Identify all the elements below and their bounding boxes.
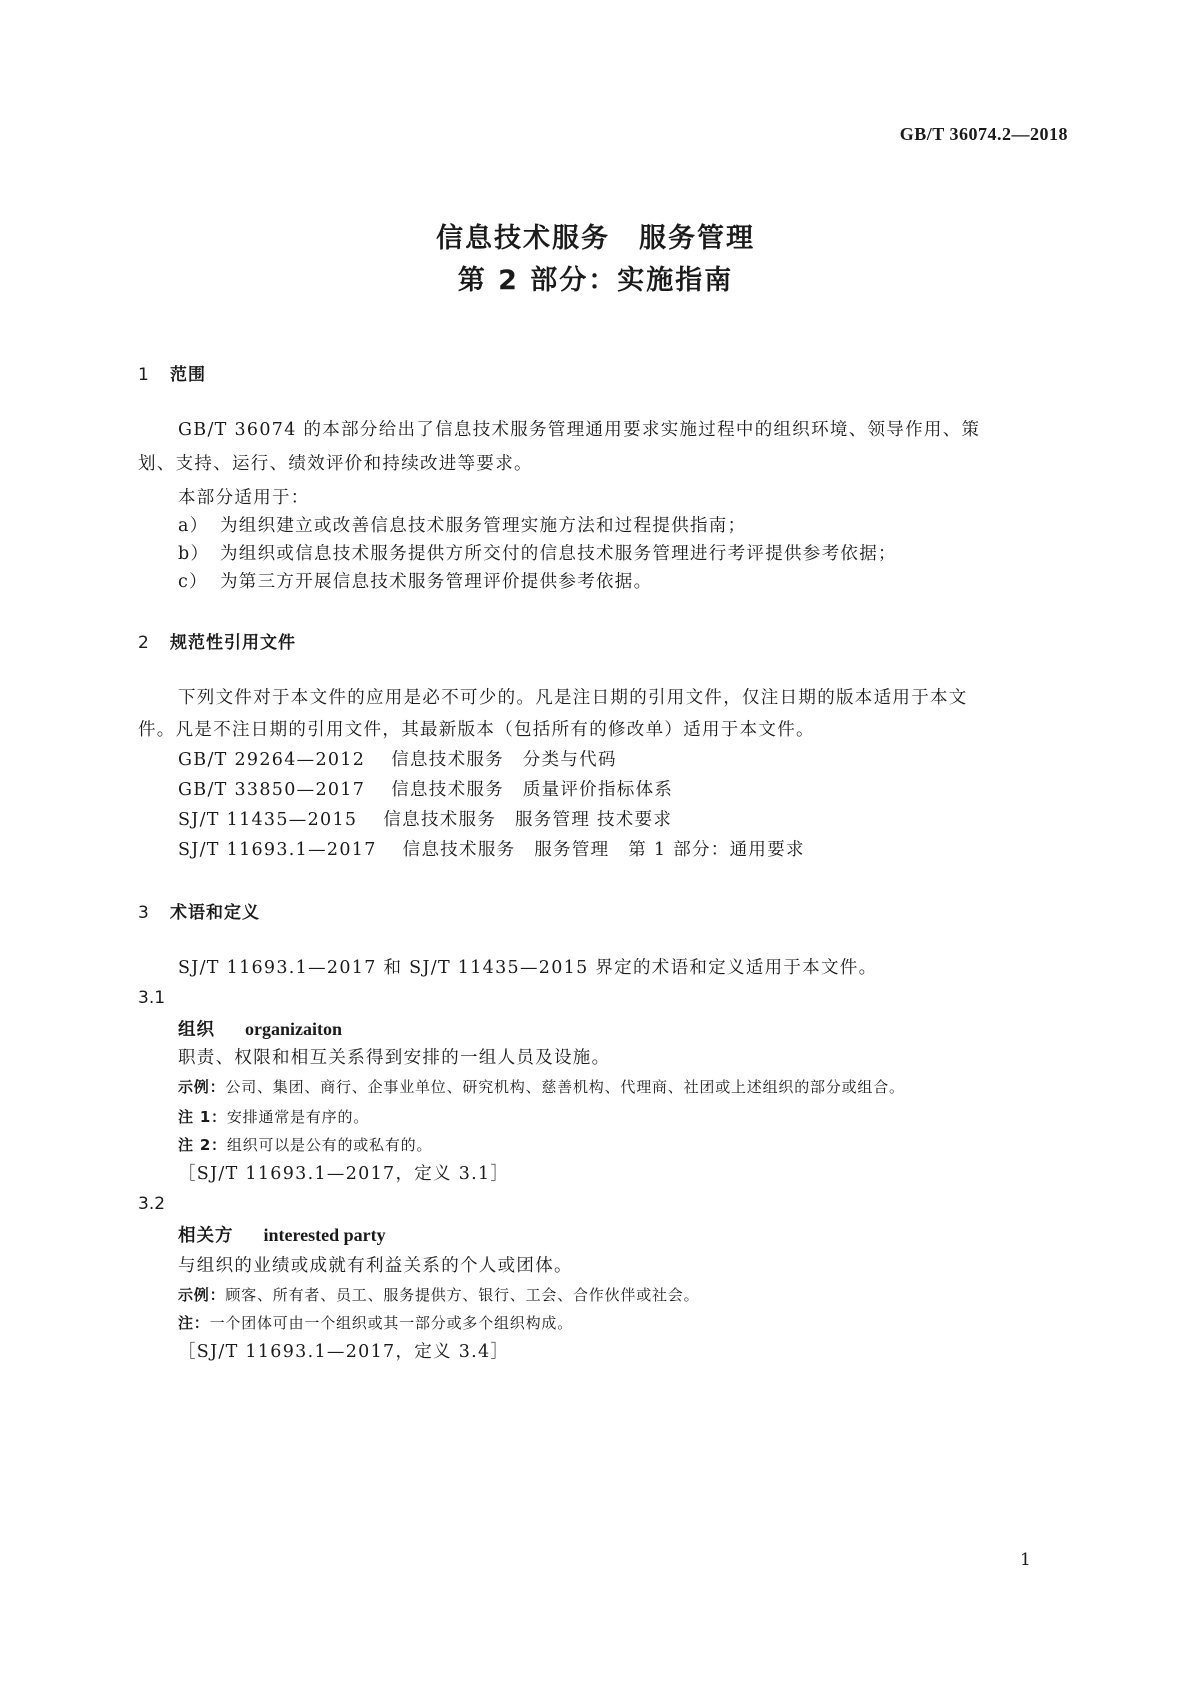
scope-paragraph-line2: 划、支持、运行、绩效评价和持续改进等要求。 [138, 454, 533, 474]
term-example [178, 1284, 699, 1305]
example-label: 示例： [178, 1286, 226, 1304]
list-text: 为组织建立或改善信息技术服务管理实施方法和过程提供指南； [220, 516, 747, 536]
standard-number: GB/T 36074.2—2018 [899, 124, 1068, 144]
list-letter: a） [178, 516, 209, 536]
list-text: 为第三方开展信息技术服务管理评价提供参考依据。 [220, 572, 653, 592]
example-text: 公司、集团、商行、企事业单位、研究机构、慈善机构、代理商、社团或上述组织的部分或组合。 [225, 1078, 905, 1096]
note-label: 注： [178, 1314, 210, 1332]
note-text: 安排通常是有序的。 [226, 1108, 370, 1126]
term-entry [178, 1222, 386, 1247]
reference-code: GB/T 33850—2017 [178, 780, 366, 800]
scope-paragraph-line1: GB/T 36074 的本部分给出了信息技术服务管理通用要求实施过程中的组织环境、领导作用、策 [178, 420, 981, 440]
term-note [178, 1134, 432, 1155]
references-paragraph-line2: 件。凡是不注日期的引用文件，其最新版本（包括所有的修改单）适用于本文件。 [138, 720, 815, 740]
clause-number: 3.2 [138, 1194, 166, 1214]
reference-item [178, 806, 672, 831]
term-note [178, 1312, 573, 1333]
reference-item [178, 776, 673, 801]
term-chinese: 相关方 [178, 1226, 234, 1246]
section-number: 1 [138, 365, 150, 385]
term-example [178, 1076, 905, 1097]
reference-title: 信息技术服务 分类与代码 [391, 750, 617, 770]
example-label: 示例： [178, 1078, 226, 1096]
term-source: ［SJ/T 11693.1—2017，定义 3.1］ [178, 1164, 510, 1184]
term-english: interested party [263, 1225, 386, 1245]
example-text: 顾客、所有者、员工、服务提供方、银行、工会、合作伙伴或社会。 [225, 1286, 700, 1304]
list-text: 为组织或信息技术服务提供方所交付的信息技术服务管理进行考评提供参考依据； [220, 544, 897, 564]
reference-title: 信息技术服务 服务管理 技术要求 [383, 810, 673, 830]
note-label: 注 1： [178, 1108, 227, 1126]
section-title: 规范性引用文件 [170, 633, 296, 653]
list-letter: b） [178, 544, 210, 564]
term-english: organizaiton [245, 1019, 342, 1039]
section-number: 3 [138, 903, 150, 923]
document-title-line2: 第 2 部分：实施指南 [457, 265, 734, 296]
document-title-line1: 信息技术服务 服务管理 [436, 223, 755, 254]
note-text: 组织可以是公有的或私有的。 [226, 1136, 433, 1154]
section-title: 范围 [170, 365, 206, 385]
note-label: 注 2： [178, 1136, 227, 1154]
list-item [178, 568, 652, 593]
section-heading-terms [138, 898, 260, 923]
reference-title: 信息技术服务 质量评价指标体系 [391, 780, 674, 800]
reference-item [178, 746, 617, 771]
term-chinese: 组织 [178, 1020, 215, 1040]
term-definition: 与组织的业绩或成就有利益关系的个人或团体。 [178, 1256, 573, 1276]
references-paragraph-line1: 下列文件对于本文件的应用是必不可少的。凡是注日期的引用文件，仅注日期的版本适用于本文 [178, 688, 968, 708]
reference-code: SJ/T 11435—2015 [178, 810, 358, 830]
term-source: ［SJ/T 11693.1—2017，定义 3.4］ [178, 1342, 510, 1362]
reference-code: SJ/T 11693.1—2017 [178, 840, 377, 860]
list-item [178, 512, 746, 537]
terms-intro: SJ/T 11693.1—2017 和 SJ/T 11435—2015 界定的术语和定义适用于本文件。 [178, 958, 878, 978]
term-entry [178, 1016, 342, 1041]
page-number: 1 [1020, 1550, 1031, 1570]
list-item [178, 540, 897, 565]
list-letter: c） [178, 572, 208, 592]
section-heading-scope [138, 360, 206, 385]
clause-number: 3.1 [138, 988, 166, 1008]
term-note [178, 1106, 369, 1127]
section-heading-normative-references [138, 628, 296, 653]
section-number: 2 [138, 633, 150, 653]
scope-applicability: 本部分适用于： [178, 488, 310, 508]
note-text: 一个团体可由一个组织或其一部分或多个组织构成。 [209, 1314, 574, 1332]
reference-code: GB/T 29264—2012 [178, 750, 366, 770]
section-title: 术语和定义 [170, 903, 260, 923]
reference-item [178, 836, 805, 861]
term-definition: 职责、权限和相互关系得到安排的一组人员及设施。 [178, 1048, 611, 1068]
reference-title: 信息技术服务 服务管理 第 1 部分：通用要求 [402, 840, 805, 860]
